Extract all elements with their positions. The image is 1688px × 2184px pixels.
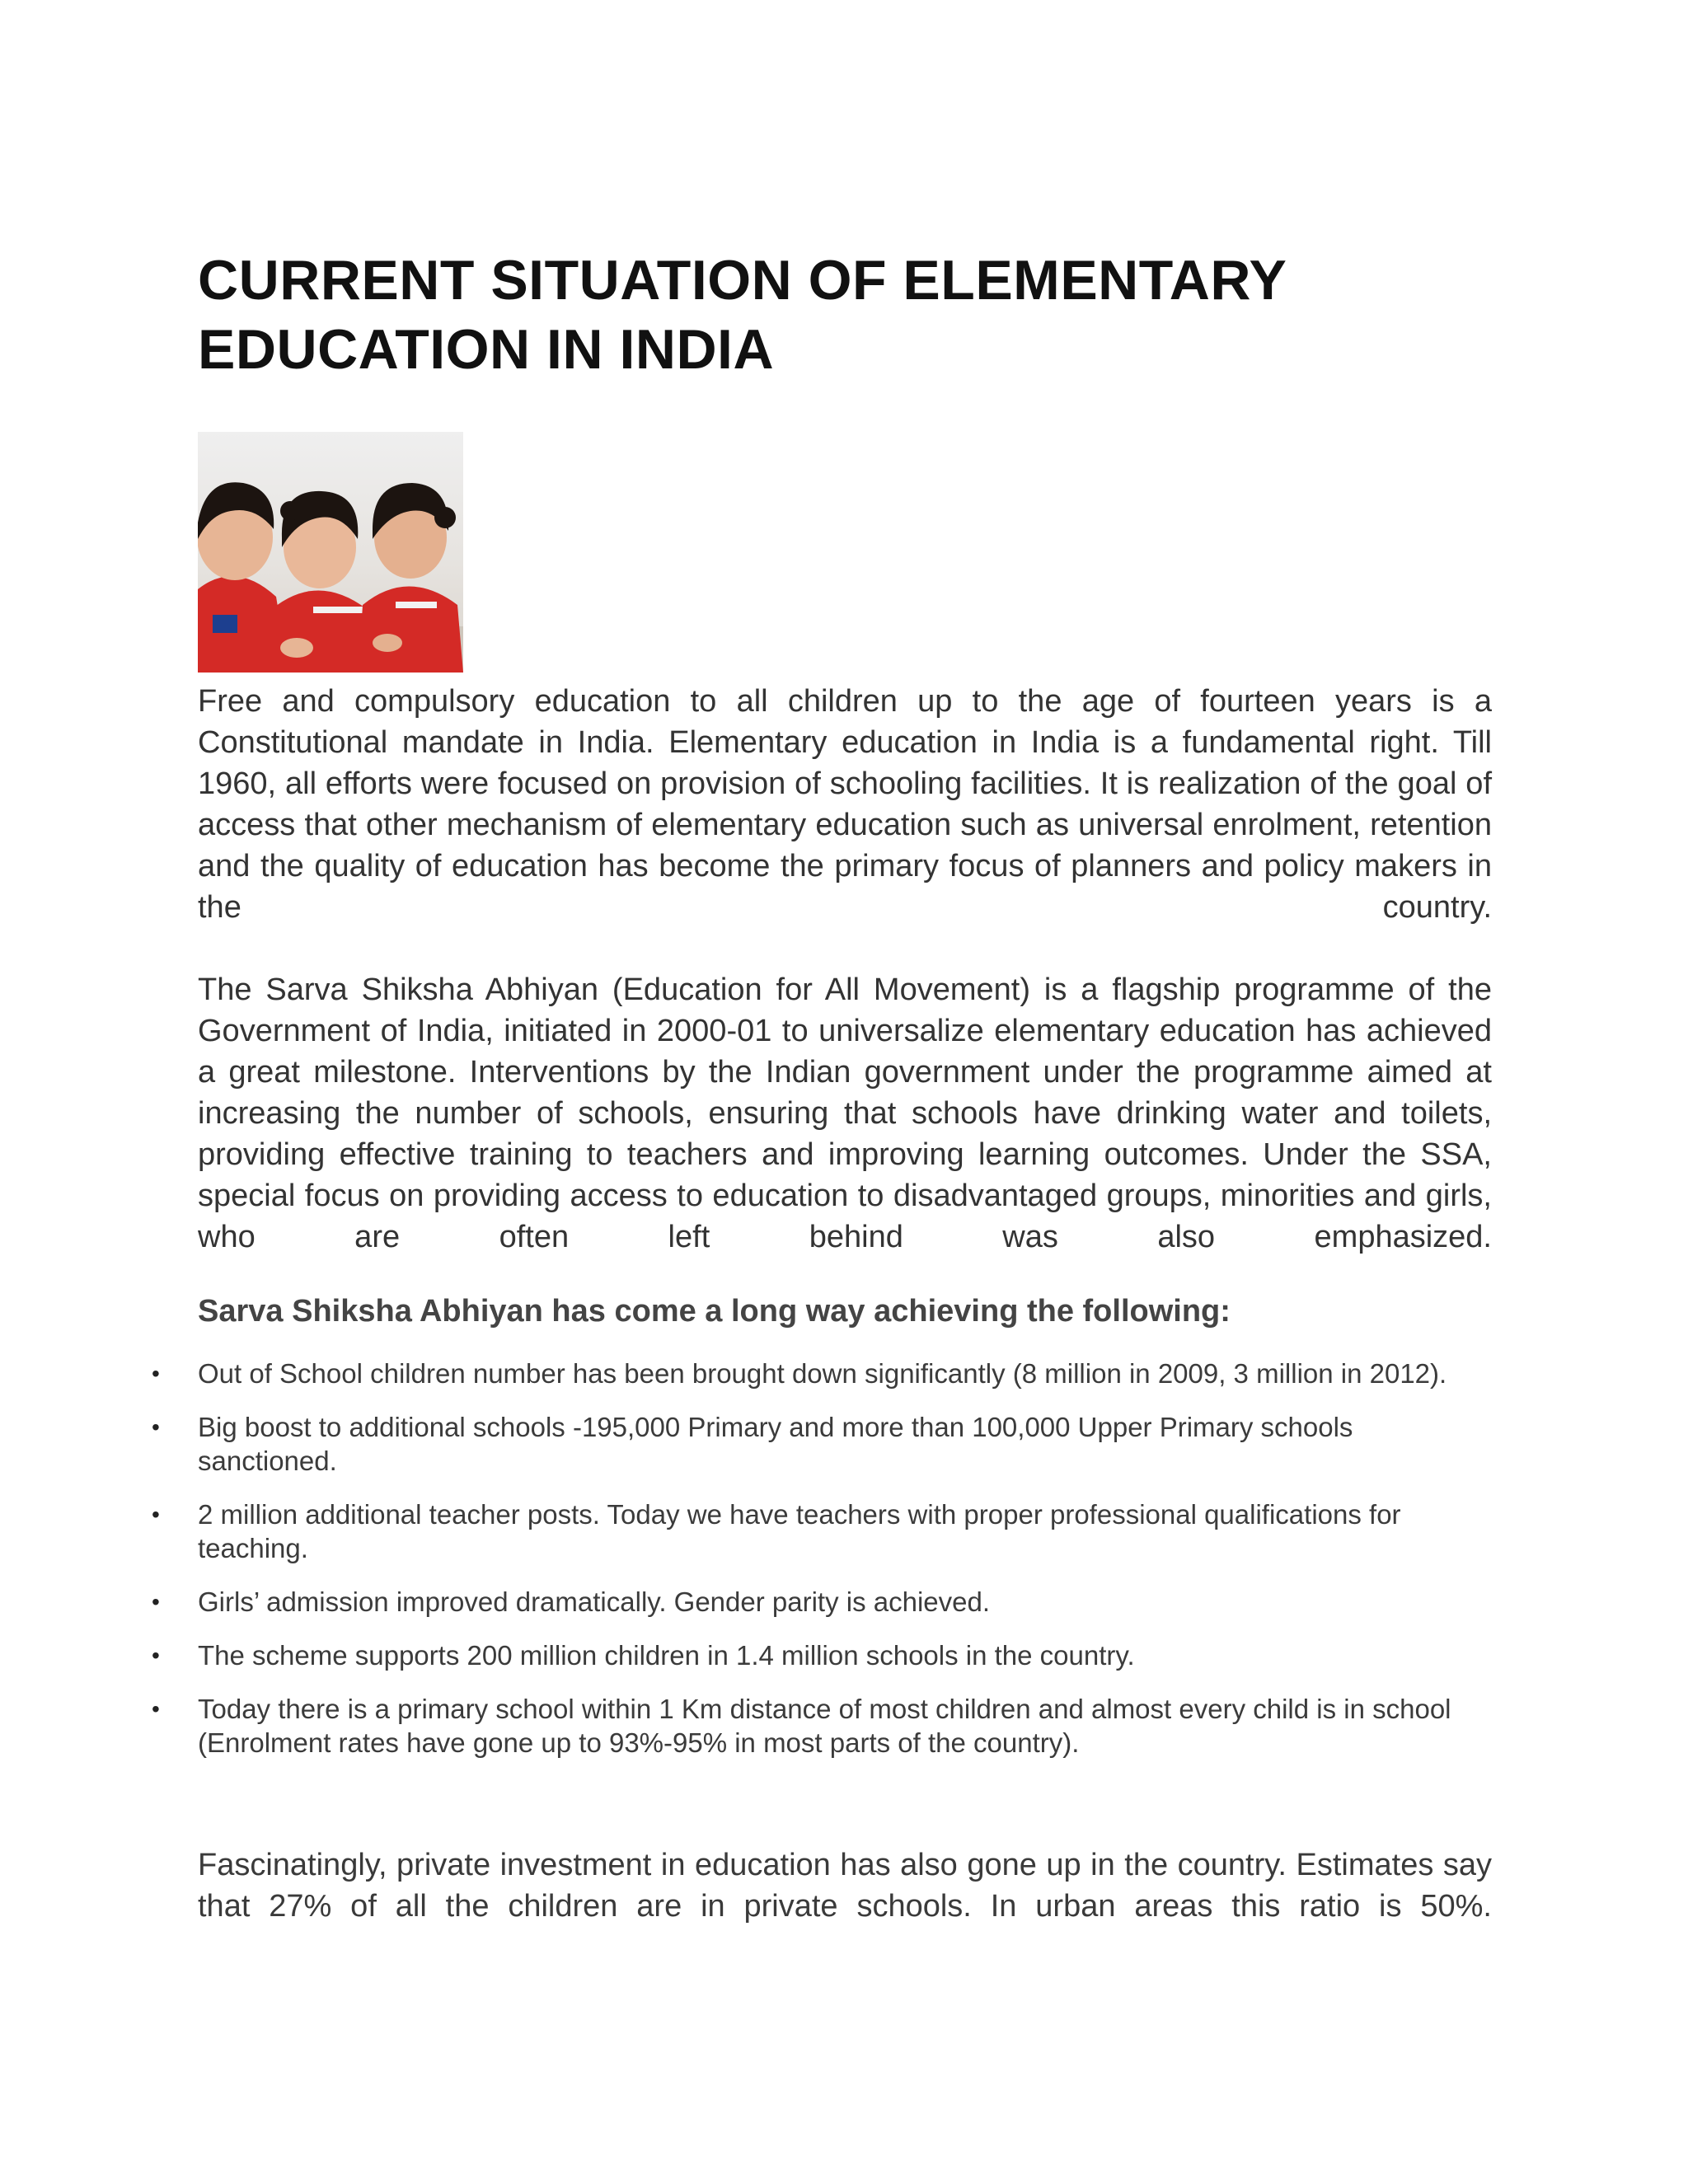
bullet-icon: • (152, 1502, 160, 1527)
achievement-text: Out of School children number has been brought down significantly (8 million in 2009, 3 million in 2012). (198, 1358, 1447, 1389)
list-item (0, 1692, 1467, 1760)
list-item (0, 1497, 1467, 1565)
title-line-1: CURRENT SITUATION OF ELEMENTARY (198, 249, 1287, 312)
ssa-paragraph: The Sarva Shiksha Abhiyan (Education for All Movement) is a flagship programme of the Government of India, initiated in 2000-01 to universalize elementary education has achieved a great milestone. Interventions by the Indian government under the programme aimed at increasing the number of schools, ensuring that schools have drinking water and toilets, providing effective training to teachers and improving learning outcomes. Under the SSA, special focus on providing access to education to disadvantaged groups, minorities and girls, who are often left behind was also emphasized. (198, 972, 1492, 1254)
achievement-text: 2 million additional teacher posts. Today we have teachers with proper professional qualifications for teaching. (198, 1499, 1401, 1563)
bullet-icon: • (152, 1696, 160, 1722)
achievement-text: Girls’ admission improved dramatically. Gender parity is achieved. (198, 1586, 991, 1617)
children-studying-photo (198, 432, 463, 673)
bullet-icon: • (152, 1361, 160, 1386)
achievements-list (0, 1357, 1484, 1779)
achievement-text: The scheme supports 200 million children in 1.4 million schools in the country. (198, 1640, 1135, 1671)
bullet-icon: • (152, 1643, 160, 1668)
document-title (198, 246, 1484, 384)
achievement-text: Today there is a primary school within 1 Km distance of most children and almost every child is in school (Enrolment rates have gone up to 93%-95% in most parts of the country). (198, 1694, 1451, 1758)
bullet-icon: • (152, 1414, 160, 1440)
closing-paragraph: Fascinatingly, private investment in education has also gone up in the country. Estimates say that 27% of all the children are in private schools. In urban areas this ratio is 50%. (198, 1848, 1492, 1924)
list-item (0, 1410, 1467, 1478)
achievements-heading: Sarva Shiksha Abhiyan has come a long way achieving the following: (198, 1294, 1231, 1329)
title-line-2: EDUCATION IN INDIA (198, 318, 775, 381)
list-item (0, 1638, 1467, 1672)
list-item (0, 1357, 1467, 1390)
list-item (0, 1585, 1467, 1619)
intro-paragraph: Free and compulsory education to all children up to the age of fourteen years is a Constitutional mandate in India. Elementary education in India is a fundamental right. Till 1960, all efforts were focused on provision of schooling facilities. It is realization of the goal of access that other mechanism of elementary education such as universal enrolment, retention and the quality of education has become the primary focus of planners and policy makers in the country. (198, 684, 1492, 925)
bullet-icon: • (152, 1589, 160, 1615)
achievement-text: Big boost to additional schools -195,000 Primary and more than 100,000 Upper Primary schools sanctioned. (198, 1412, 1353, 1476)
